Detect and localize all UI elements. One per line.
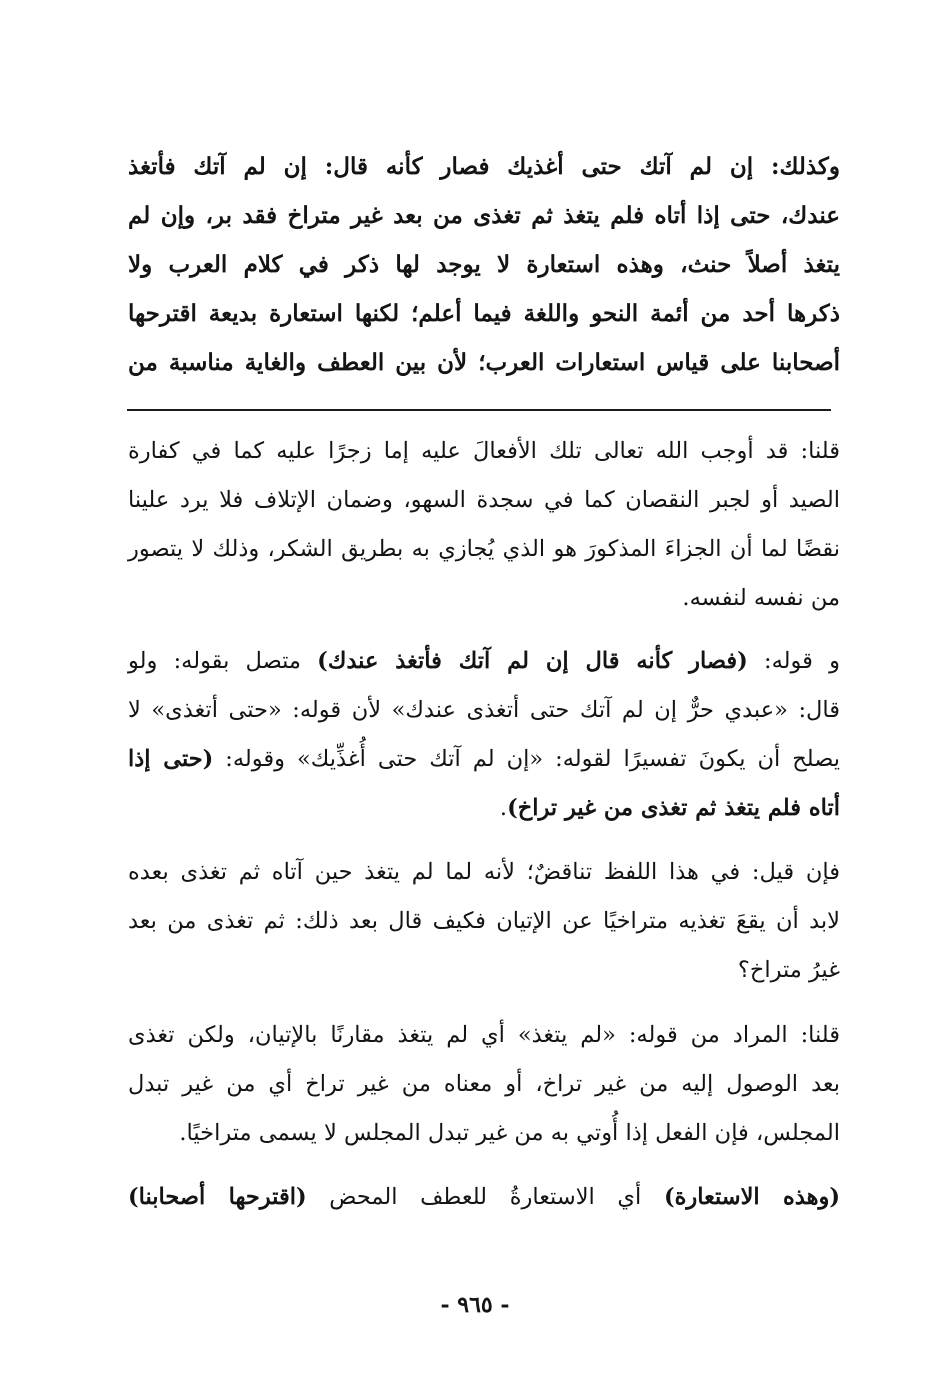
bold-run: (اقترحها أصحابنا) — [128, 1184, 307, 1210]
commentary-line: الصيد أو لجبر النقصان كما في سجدة السهو، وضمان الإتلاف فلا يرد علينا — [128, 487, 840, 513]
commentary-paragraph — [128, 637, 840, 833]
commentary-line: قلنا: المراد من قوله: «لم يتغذ» أي لم يتغذ مقارنًا بالإتيان، ولكن تغذى — [128, 1022, 840, 1048]
commentary-line: من نفسه لنفسه. — [682, 585, 840, 611]
commentary-line: قلنا: قد أوجب الله تعالى تلك الأفعالَ عليه إما زجرًا عليه كما في كفارة — [128, 438, 840, 464]
commentary-line — [128, 1173, 840, 1222]
commentary-line — [128, 686, 840, 735]
commentary-paragraph — [128, 1173, 840, 1222]
text-run: . — [499, 795, 508, 821]
commentary-line: المجلس، فإن الفعل إذا أُوتي به من غير تبدل المجلس لا يسمى متراخيًا. — [179, 1120, 840, 1146]
main-line: ذكرها أحد من أئمة النحو واللغة فيما أعلم؛ لكنها استعارة بديعة اقترحها — [128, 300, 840, 327]
text-run: أي الاستعارةُ للعطف المحض — [306, 1184, 664, 1210]
commentary-line — [128, 784, 840, 833]
commentary-line: نقضًا لما أن الجزاءَ المذكورَ هو الذي يُجازي به بطريق الشكر، وذلك لا يتصور — [128, 536, 840, 562]
commentary-line — [128, 735, 840, 784]
bold-run: (فصار كأنه قال إن لم آتك فأتغذ عندك) — [317, 648, 748, 674]
commentary-paragraph — [128, 848, 840, 995]
main-line: يتغذ أصلاً حنث، وهذه استعارة لا يوجد لها ذكر في كلام العرب ولا — [128, 251, 840, 278]
main-line: أصحابنا على قياس استعارات العرب؛ لأن بين العطف والغاية مناسبة من — [128, 349, 840, 376]
text-run: متصل بقوله: ولو — [128, 648, 318, 674]
main-line: عندك، حتى إذا أتاه فلم يتغذ ثم تغذى من بعد غير متراخ فقد بر، وإن لم — [128, 202, 840, 229]
separator-rule — [127, 409, 831, 411]
commentary-line: غيرُ متراخ؟ — [737, 957, 840, 983]
text-run: يصلح أن يكونَ تفسيرًا لقوله: «إن لم آتك حتى أُغذِّيك» وقوله: — [213, 746, 840, 772]
main-line: وكذلك: إن لم آتك حتى أغذيك فصار كأنه قال: إن لم آتك فأتغذ — [128, 153, 840, 180]
bold-run: (حتى إذا — [128, 746, 214, 772]
commentary-line: فإن قيل: في هذا اللفظ تناقضٌ؛ لأنه لما لم يتغذ حين آتاه ثم تغذى بعده — [128, 859, 840, 885]
commentary-paragraph — [128, 1011, 840, 1158]
commentary-line: لابد أن يقعَ تغذيه متراخيًا عن الإتيان فكيف قال بعد ذلك: ثم تغذى من بعد — [128, 908, 840, 934]
commentary-line — [128, 637, 840, 686]
bold-run: (وهذه الاستعارة) — [663, 1184, 840, 1210]
main-text — [128, 142, 840, 387]
bold-run: أتاه فلم يتغذ ثم تغذى من غير تراخ) — [507, 795, 840, 821]
commentary-line: بعد الوصول إليه من غير تراخ، أو معناه من غير تراخ أي من غير تبدل — [128, 1071, 840, 1097]
text-run: قال: «عبدي حرٌّ إن لم آتك حتى أتغذى عندك» لأن قوله: «حتى أتغذى» لا — [128, 697, 840, 723]
page-number: - ٩٦٥ - — [440, 1292, 510, 1318]
text-run: و قوله: — [747, 648, 840, 674]
commentary-paragraph — [128, 427, 840, 623]
